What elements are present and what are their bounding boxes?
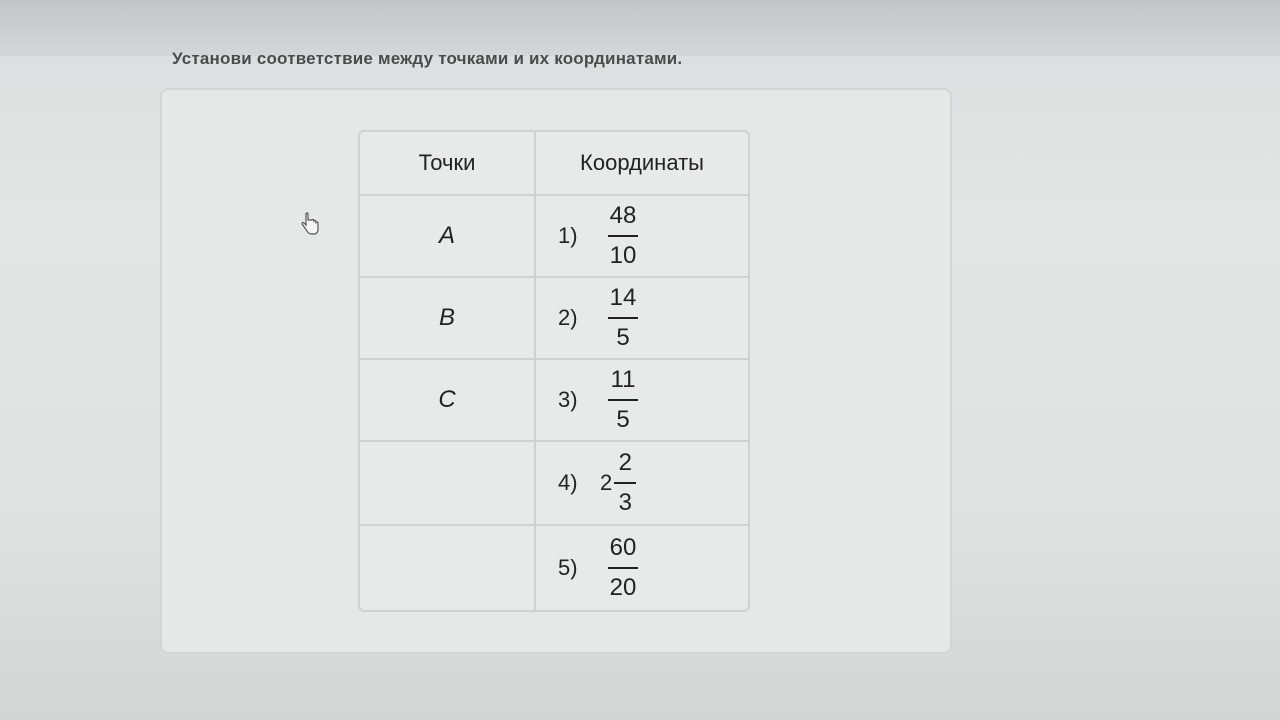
table-row [360,526,748,610]
point-label: C [438,386,456,413]
table-header-row [360,132,748,196]
matching-table [358,130,750,612]
fraction-numerator: 60 [609,534,637,561]
coordinate-cell[interactable] [536,442,748,524]
fraction-bar [608,235,638,237]
header-coordinates-cell [536,132,748,194]
header-points: Точки [418,150,476,175]
fraction-numerator: 2 [618,449,632,476]
point-label: B [438,304,455,331]
fraction-bar [608,567,638,569]
table-row [360,196,748,278]
coordinate-fraction [614,448,636,518]
fraction-numerator: 11 [610,366,636,393]
point-label: A [438,222,455,249]
table-row [360,360,748,442]
coordinate-fraction [608,365,638,435]
fraction-denominator: 3 [618,489,632,516]
coordinate-cell[interactable] [536,278,748,358]
hand-pointer-icon [300,212,320,242]
point-cell[interactable] [360,360,536,440]
fraction-denominator: 10 [609,242,637,269]
point-cell[interactable] [360,196,536,276]
coordinate-index: 2) [558,305,578,330]
fraction-denominator: 5 [616,406,630,433]
coordinate-index: 4) [558,470,578,495]
fraction-numerator: 48 [609,202,637,229]
coordinate-cell[interactable] [536,196,748,276]
fraction-denominator: 5 [616,324,630,351]
top-band [0,0,1280,56]
header-points-cell [360,132,536,194]
fraction-bar [614,482,636,484]
task-instruction: Установи соответствие между точками и их координатами. [172,49,683,68]
fraction-bar [608,317,638,319]
header-coordinates: Координаты [580,150,704,175]
fraction-bar [608,399,638,401]
table-row [360,442,748,526]
coordinate-fraction [608,533,638,603]
table-row [360,278,748,360]
coordinate-index: 5) [558,555,578,580]
point-cell[interactable] [360,278,536,358]
fraction-denominator: 20 [609,574,637,601]
mixed-number-whole: 2 [600,470,613,495]
coordinate-index: 1) [558,223,578,248]
coordinate-fraction [608,201,638,271]
point-cell[interactable] [360,442,536,524]
coordinate-cell[interactable] [536,360,748,440]
coordinate-cell[interactable] [536,526,748,610]
fraction-numerator: 14 [609,284,637,311]
coordinate-fraction [608,283,638,353]
point-cell[interactable] [360,526,536,610]
coordinate-index: 3) [558,387,578,412]
